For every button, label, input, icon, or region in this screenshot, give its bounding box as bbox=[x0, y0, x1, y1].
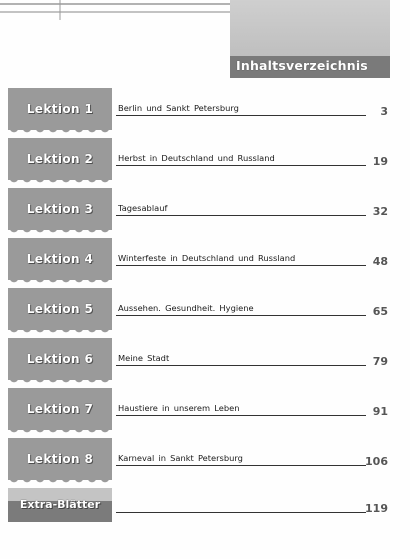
page-number: 65 bbox=[372, 305, 388, 318]
page-number: 91 bbox=[372, 405, 388, 418]
toc-entry[interactable] bbox=[0, 386, 410, 436]
toc-entry[interactable] bbox=[0, 286, 410, 336]
extra-label: Extra-Blätter bbox=[19, 498, 101, 511]
leader-line bbox=[116, 165, 366, 166]
lesson-label: Lektion 8 bbox=[26, 452, 94, 466]
lesson-label: Lektion 4 bbox=[26, 252, 94, 266]
leader-line bbox=[116, 415, 366, 416]
lesson-tab bbox=[8, 438, 112, 480]
lesson-tab bbox=[8, 138, 112, 180]
toc-entry-extra[interactable] bbox=[0, 486, 410, 536]
toc-entry[interactable] bbox=[0, 136, 410, 186]
leader-line bbox=[116, 365, 366, 366]
lesson-label: Lektion 5 bbox=[26, 302, 94, 316]
corner-decoration bbox=[0, 0, 230, 20]
leader-line bbox=[116, 215, 366, 216]
page-number: 19 bbox=[372, 155, 388, 168]
lesson-label: Lektion 1 bbox=[26, 102, 94, 116]
lesson-tab bbox=[8, 238, 112, 280]
lesson-topic: Meine Stadt bbox=[118, 353, 170, 363]
leader-line bbox=[116, 512, 366, 513]
lesson-topic: Karneval in Sankt Petersburg bbox=[118, 453, 243, 463]
lesson-topic: Aussehen. Gesundheit. Hygiene bbox=[118, 303, 254, 313]
lesson-topic: Berlin und Sankt Petersburg bbox=[118, 103, 239, 113]
lesson-topic: Herbst in Deutschland und Russland bbox=[118, 153, 275, 163]
leader-line bbox=[116, 115, 366, 116]
lesson-topic: Winterfeste in Deutschland und Russland bbox=[118, 253, 296, 263]
toc-entry[interactable] bbox=[0, 436, 410, 486]
page-title: Inhaltsverzeichnis bbox=[236, 58, 368, 73]
page-number: 48 bbox=[372, 255, 388, 268]
page-number: 32 bbox=[372, 205, 388, 218]
lesson-topic: Haustiere in unserem Leben bbox=[118, 403, 240, 413]
lesson-tab bbox=[8, 388, 112, 430]
extra-tab bbox=[8, 488, 112, 522]
page-number: 79 bbox=[372, 355, 388, 368]
leader-line bbox=[116, 315, 366, 316]
page-number: 119 bbox=[365, 502, 388, 515]
lesson-topic: Tagesablauf bbox=[118, 203, 168, 213]
page-number: 106 bbox=[365, 455, 388, 468]
toc-entry[interactable] bbox=[0, 186, 410, 236]
lesson-label: Lektion 6 bbox=[26, 352, 94, 366]
lesson-tab bbox=[8, 188, 112, 230]
lesson-tab bbox=[8, 288, 112, 330]
lesson-label: Lektion 7 bbox=[26, 402, 94, 416]
lesson-label: Lektion 2 bbox=[26, 152, 94, 166]
lesson-tab bbox=[8, 338, 112, 380]
lesson-label: Lektion 3 bbox=[26, 202, 94, 216]
page-number: 3 bbox=[380, 105, 388, 118]
leader-line bbox=[116, 265, 366, 266]
toc-entry[interactable] bbox=[0, 336, 410, 386]
toc-entry[interactable] bbox=[0, 236, 410, 286]
header-decor-block bbox=[230, 0, 390, 62]
leader-line bbox=[116, 465, 366, 466]
lesson-tab bbox=[8, 88, 112, 130]
toc-entry[interactable] bbox=[0, 86, 410, 136]
